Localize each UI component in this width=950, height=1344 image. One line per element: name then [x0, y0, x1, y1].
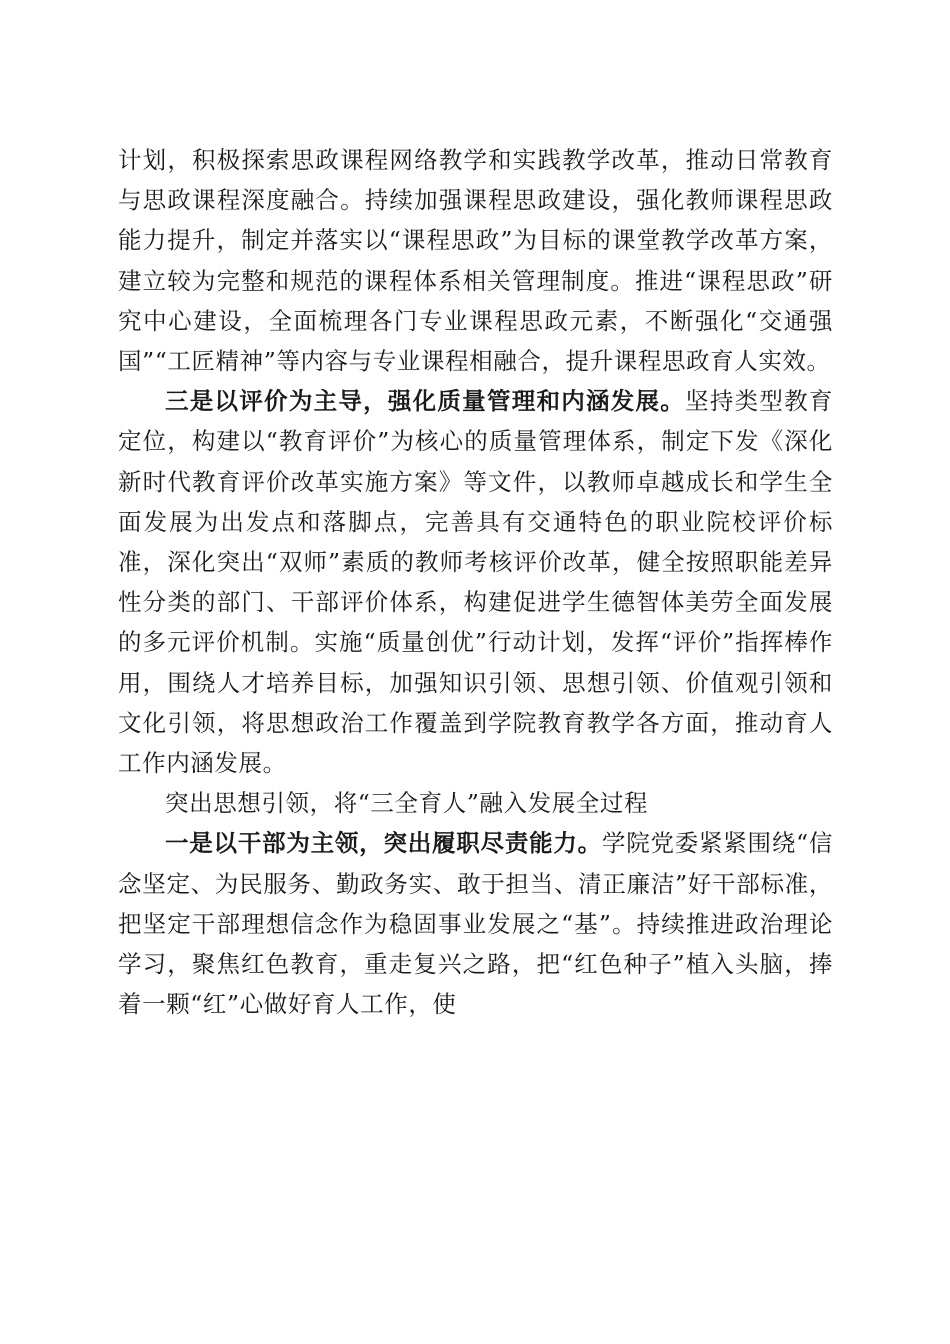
paragraph-4-lead: 一是以干部为主领，突出履职尽责能力。 [165, 829, 602, 858]
section-heading-text: 突出思想引领，将“三全育人”融入发展全过程 [165, 789, 649, 818]
paragraph-1 [118, 140, 833, 381]
paragraph-2 [118, 381, 833, 783]
paragraph-4-text: 学院党委紧紧围绕“信念坚定、为民服务、勤政务实、敢于担当、清正廉洁”好干部标准，把坚定干部理想信念作为稳固事业发展之“基”。持续推进政治理论学习，聚焦红色教育，重走复兴之路，把“红色种子”植入头脑，捧着一颗“红”心做好育人工作，使 [118, 829, 833, 1019]
document-body [118, 140, 833, 1024]
paragraph-2-text: 坚持类型教育定位，构建以“教育评价”为核心的质量管理体系，制定下发《深化新时代教育评价改革实施方案》等文件，以教师卓越成长和学生全面发展为出发点和落脚点，完善具有交通特色的职业院校评价标准，深化突出“双师”素质的教师考核评价改革，健全按照职能差异性分类的部门、干部评价体系，构建促进学生德智体美劳全面发展的多元评价机制。实施“质量创优”行动计划，发挥“评价”指挥棒作用，围绕人才培养目标，加强知识引领、思想引领、价值观引领和文化引领，将思想政治工作覆盖到学院教育教学各方面，推动育人工作内涵发展。 [118, 387, 833, 778]
paragraph-2-lead: 三是以评价为主导，强化质量管理和内涵发展。 [165, 387, 686, 416]
paragraph-4 [118, 823, 833, 1024]
section-heading [118, 783, 833, 823]
paragraph-1-text: 计划，积极探索思政课程网络教学和实践教学改革，推动日常教育与思政课程深度融合。持续加强课程思政建设，强化教师课程思政能力提升，制定并落实以“课程思政”为目标的课堂教学改革方案，建立较为完整和规范的课程体系相关管理制度。推进“课程思政”研究中心建设，全面梳理各门专业课程思政元素，不断强化“交通强国”“工匠精神”等内容与专业课程相融合，提升课程思政育人实效。 [118, 146, 833, 376]
